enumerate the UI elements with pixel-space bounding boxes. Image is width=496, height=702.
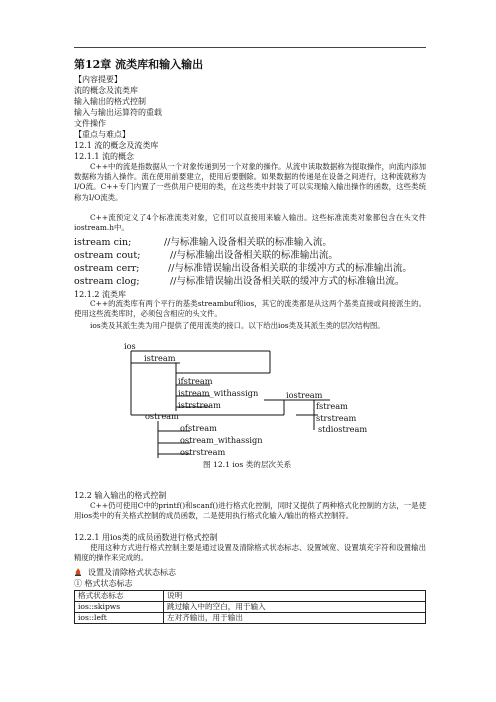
table-header-cell: 格式状态标志 — [75, 591, 164, 602]
subsection-heading: 12.1.2 流类库 — [74, 290, 126, 299]
node-ostream: ostream — [145, 411, 179, 421]
node-ios: ios — [124, 341, 136, 351]
chapter-title: 第12章 流类库和输入输出 — [74, 58, 204, 71]
flame-bullet-icon — [74, 568, 82, 576]
table-cell: 跳过输入中的空白，用于输入 — [164, 602, 426, 613]
paragraph-stream-library — [74, 299, 426, 319]
table-header-row — [75, 591, 426, 602]
paragraph-text: C++流预定义了4个标准流类对象，它们可以直接用来输入输出。这些标准流类对象都包含在头文件iostream.h中。 — [74, 213, 426, 233]
node-fstream: fstream — [316, 401, 348, 411]
node-istream-withassign: istream_withassign — [178, 388, 259, 398]
summary-heading: 【内容提要】 — [74, 75, 122, 84]
figure-caption: 图 12.1 ios 类的层次关系 — [203, 460, 292, 469]
summary-item: 文件操作 — [74, 119, 106, 128]
stream-decl-name: ostream cout; — [74, 250, 141, 261]
table-cell: 左对齐输出，用于输出 — [164, 613, 426, 624]
stream-decl-comment: //与标准输入设备相关联的标准输入流。 — [164, 237, 332, 248]
paragraph-ios-members — [74, 543, 426, 563]
paragraph-stream-concept — [74, 162, 426, 203]
subsection-heading: 12.1.1 流的概念 — [74, 152, 134, 161]
stream-decl-name: istream cin; — [74, 237, 132, 248]
paragraph-text: 使用这种方式进行格式控制主要是通过设置及清除格式状态标志、设置域宽、设置填充字符和设置输出精度的操作来完成的。 — [74, 543, 426, 563]
stream-decl-row — [74, 237, 332, 249]
section-heading: 12.1 流的概念及流类库 — [74, 141, 159, 150]
paragraph-text: C++的流类库有两个平行的基类streambuf和ios，其它的流类都是从这两个基类直接或间接派生的。使用这些流类库时，必须包含相应的头文件。 — [74, 299, 426, 319]
paragraph-text: ios类及其派生类为用户提供了使用流类的接口。以下给出ios类及其派生类的层次结构图。 — [90, 321, 385, 330]
numbered-item: ① 格式状态标志 — [74, 579, 133, 588]
table-header-cell: 说明 — [164, 591, 426, 602]
node-istrstream: istrstream — [178, 400, 221, 410]
stream-decl-comment: //与标准错误输出设备相关联的非缓冲方式的标准输出流。 — [168, 263, 412, 274]
node-istream: istream — [144, 353, 176, 363]
stream-decl-row — [74, 250, 338, 262]
stream-decl-name: ostream cerr; — [74, 263, 140, 274]
node-ofstream: ofstream — [180, 423, 217, 433]
node-strstream: strstream — [316, 413, 357, 423]
table-cell: ios::left — [75, 613, 164, 624]
paragraph-ios-hierarchy — [74, 321, 426, 331]
summary-item: 输入与输出运算符的重载 — [74, 108, 162, 117]
summary-item: 流的概念及流类库 — [74, 86, 138, 95]
key-points-heading: 【重点与难点】 — [74, 130, 130, 139]
bullet-line — [74, 567, 176, 578]
bullet-text: 设置及清除格式状态标志 — [88, 568, 176, 577]
node-ifstream: ifstream — [178, 376, 213, 386]
subsection-heading: 12.2.1 用ios类的成员函数进行格式控制 — [74, 533, 218, 542]
node-ostream-withassign: ostream_withassign — [180, 435, 263, 445]
header-rule — [74, 47, 426, 48]
stream-decl-row — [74, 276, 405, 288]
table-row — [75, 613, 426, 624]
stream-decl-comment: //与标准输出设备相关联的标准输出流。 — [170, 250, 338, 261]
node-iostream: iostream — [286, 390, 323, 400]
node-ostrstream: ostrstream — [180, 447, 226, 457]
paragraph-standard-streams — [74, 213, 426, 233]
stream-decl-row — [74, 263, 412, 275]
paragraph-text: C++中的流是指数据从一个对象传递到另一个对象的操作。从流中读取数据称为提取操作，向流内添加数据称为插入操作。流在使用前要建立，使用后要删除。如果数据的传递是在设备之间进行，这种流就称为I/O流。C++专门内置了一些供用户使用的类，在这些类中封装了可以实现输入输出操作的函数，这些类统称为I/O流类。 — [74, 162, 426, 202]
stream-decl-name: ostream clog; — [74, 276, 140, 287]
paragraph-format-control — [74, 501, 426, 521]
summary-item: 输入输出的格式控制 — [74, 97, 146, 106]
node-stdiostream: stdiostream — [318, 424, 368, 434]
format-flags-table — [74, 590, 426, 624]
table-cell: ios::skipws — [75, 602, 164, 613]
table-row — [75, 602, 426, 613]
paragraph-text: C++仍可使用C中的printf()和scanf()进行格式化控制，同时又提供了两种格式化控制的方法，一是使用ios类中的有关格式控制的成员函数，二是使用执行格式化输入/输出的格式控制符。 — [74, 501, 426, 521]
section-heading: 12.2 输入输出的格式控制 — [74, 491, 167, 500]
stream-decl-comment: //与标准错误输出设备相关联的缓冲方式的标准输出流。 — [170, 276, 405, 287]
